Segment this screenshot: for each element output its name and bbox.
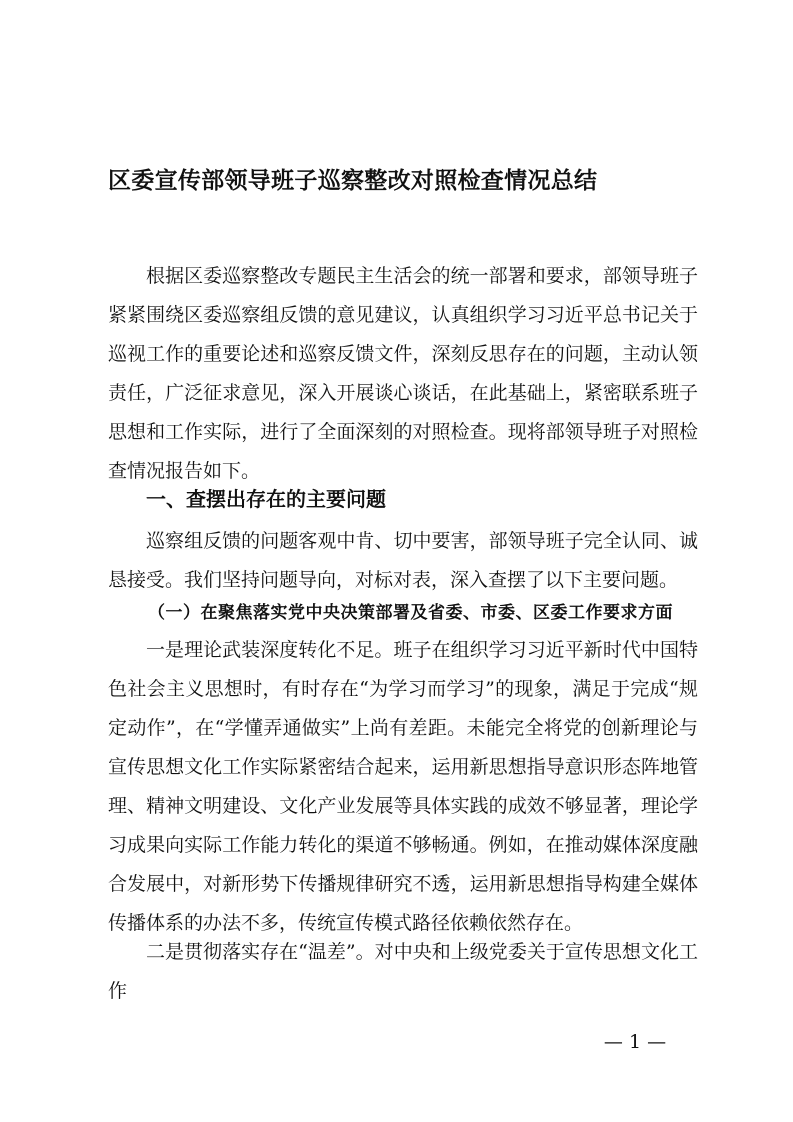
temperature-gap-paragraph: 二是贯彻落实存在“温差”。对中央和上级党委关于宣传思想文化工作 — [108, 941, 698, 1002]
section-heading-problems: 一、查摆出存在的主要问题 — [146, 487, 386, 511]
intro-paragraph: 根据区委巡察整改专题民主生活会的统一部署和要求，部领导班子紧紧围绕区委巡察组反馈的意见建议，认真组织学习习近平总书记关于巡视工作的重要论述和巡察反馈文件，深刻反思存在的问题，主动认领责任，广泛征求意见，深入开展谈心谈话，在此基础上，紧密联系班子思想和工作实际，进行了全面深刻的对照检查。现将部领导班子对照检查情况报告如下。 — [108, 265, 698, 482]
theory-paragraph: 一是理论武装深度转化不足。班子在组织学习习近平新时代中国特色社会主义思想时，有时存在“为学习而学习”的现象，满足于完成“规定动作”，在“学懂弄通做实”上尚有差距。未能完全将党的创新理论与宣传思想文化工作实际紧密结合起来，运用新思想指导意识形态阵地管理、精神文明建设、文化产业发展等具体实践的成效不够显著，理论学习成果向实际工作能力转化的渠道不够畅通。例如，在推动媒体深度融合发展中，对新形势下传播规律研究不透，运用新思想指导构建全媒体传播体系的办法不多，传统宣传模式路径依赖依然存在。 — [108, 639, 698, 934]
page-number: — 1 — — [603, 1031, 667, 1053]
subsection-heading-implementation: （一）在聚焦落实党中央决策部署及省委、市委、区委工作要求方面 — [148, 603, 673, 623]
feedback-paragraph: 巡察组反馈的问题客观中肯、切中要害，部领导班子完全认同、诚恳接受。我们坚持问题导向，对标对表，深入查摆了以下主要问题。 — [108, 530, 698, 591]
document-title: 区委宣传部领导班子巡察整改对照检查情况总结 — [108, 168, 598, 194]
